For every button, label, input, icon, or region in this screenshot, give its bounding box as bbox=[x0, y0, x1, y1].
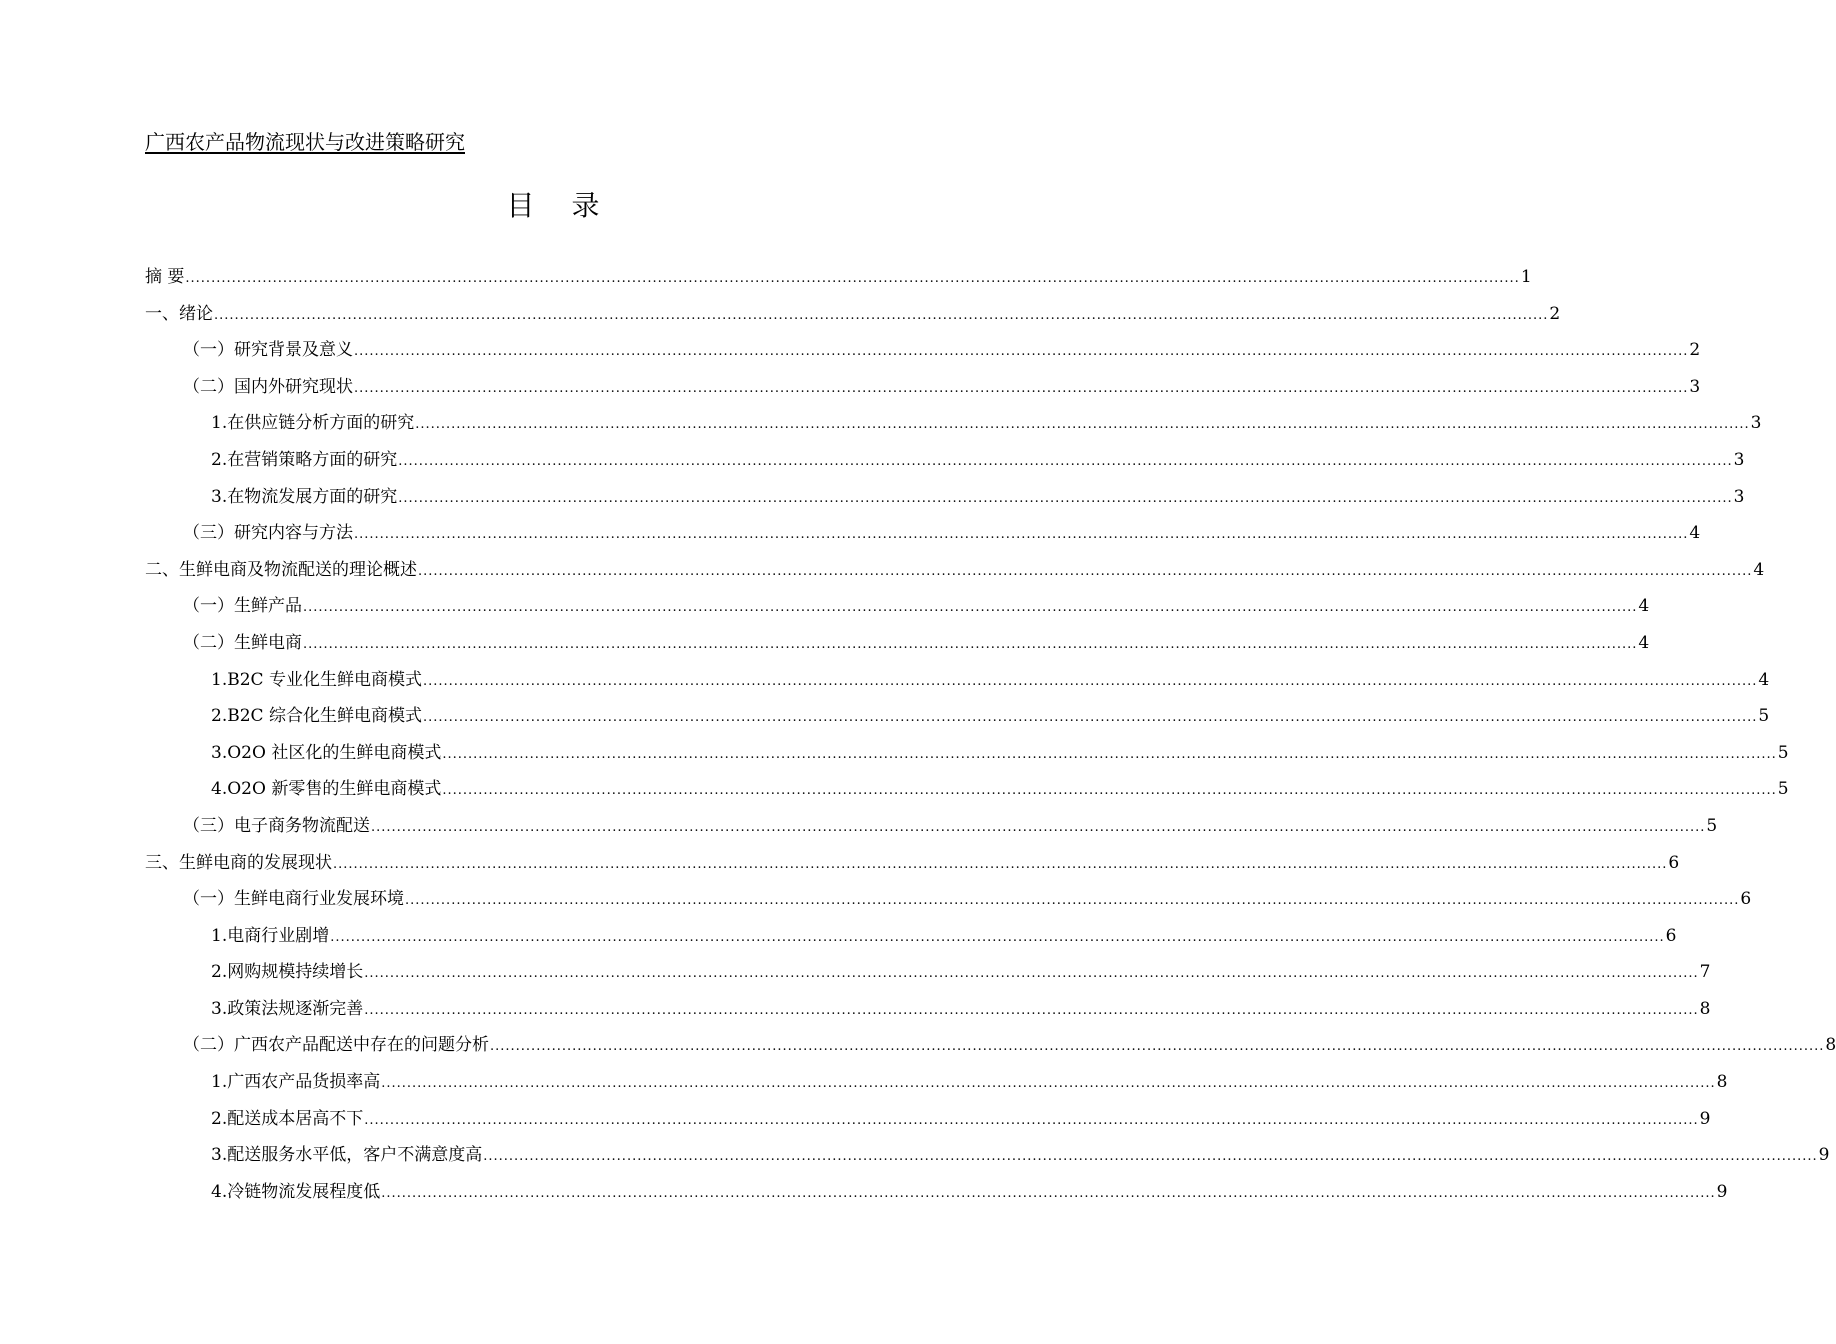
toc-entry[interactable] bbox=[145, 555, 1765, 592]
toc-entry-page-number: 1 bbox=[1520, 267, 1532, 287]
toc-entry-page-number: 5 bbox=[1777, 779, 1789, 800]
toc-entry[interactable] bbox=[145, 774, 1789, 811]
toc-entry-label: （二）国内外研究现状 bbox=[183, 376, 353, 397]
toc-entry-label: 2.在营销策略方面的研究 bbox=[211, 449, 398, 470]
toc-entry-page-number: 4 bbox=[1638, 596, 1650, 617]
toc-entry-page-number: 5 bbox=[1758, 706, 1770, 727]
toc-entry-label: 2.B2C 综合化生鲜电商模式 bbox=[211, 706, 422, 727]
toc-entry-label: （一）研究背景及意义 bbox=[183, 340, 353, 361]
toc-dot-leader: .................................................................................................................................................................................................................................................................... bbox=[354, 527, 1689, 543]
toc-entry-page-number: 6 bbox=[1668, 852, 1680, 873]
toc-dot-leader: .................................................................................................................................................................................................................................................................... bbox=[303, 636, 1638, 652]
toc-entry-page-number: 3 bbox=[1750, 413, 1762, 434]
toc-dot-leader: .................................................................................................................................................................................................................................................................... bbox=[330, 929, 1665, 945]
toc-dot-leader: .................................................................................................................................................................................................................................................................... bbox=[371, 819, 1706, 835]
toc-entry[interactable] bbox=[145, 884, 1752, 921]
toc-entry-label: 一、绪论 bbox=[145, 303, 213, 324]
toc-entry[interactable] bbox=[145, 591, 1650, 628]
toc-entry-page-number: 9 bbox=[1716, 1181, 1728, 1202]
toc-entry[interactable] bbox=[145, 262, 1532, 299]
toc-entry[interactable] bbox=[145, 1067, 1728, 1104]
document-title: 广西农产品物流现状与改进策略研究 bbox=[145, 130, 465, 154]
toc-entry-label: （一）生鲜电商行业发展环境 bbox=[183, 889, 404, 910]
toc-entry-page-number: 3 bbox=[1689, 376, 1701, 397]
toc-entry-label: 4.O2O 新零售的生鲜电商模式 bbox=[211, 779, 442, 800]
toc-entry-page-number: 3 bbox=[1733, 449, 1745, 470]
toc-entry-page-number: 7 bbox=[1699, 962, 1711, 983]
toc-dot-leader: .................................................................................................................................................................................................................................................................... bbox=[354, 344, 1689, 360]
toc-entry-label: 3.在物流发展方面的研究 bbox=[211, 486, 398, 507]
toc-entry-page-number: 2 bbox=[1689, 340, 1701, 361]
toc-entry[interactable] bbox=[145, 701, 1770, 738]
toc-dot-leader: .................................................................................................................................................................................................................................................................... bbox=[422, 710, 1758, 726]
toc-entry-label: 2.网购规模持续增长 bbox=[211, 962, 364, 983]
toc-entry-page-number: 4 bbox=[1758, 669, 1770, 690]
toc-dot-leader: .................................................................................................................................................................................................................................................................... bbox=[381, 1185, 1716, 1201]
toc-entry-page-number: 4 bbox=[1689, 523, 1701, 544]
toc-entry-label: （三）研究内容与方法 bbox=[183, 523, 353, 544]
toc-entry-page-number: 6 bbox=[1740, 889, 1752, 910]
toc-entry-label: 3.政策法规逐渐完善 bbox=[211, 998, 364, 1019]
toc-entry[interactable] bbox=[145, 957, 1711, 994]
toc-dot-leader: .................................................................................................................................................................................................................................................................... bbox=[422, 673, 1758, 689]
toc-entry-label: （二）广西农产品配送中存在的问题分析 bbox=[183, 1035, 489, 1056]
toc-entry[interactable] bbox=[145, 665, 1770, 702]
toc-entry[interactable] bbox=[145, 445, 1745, 482]
toc-entry-page-number: 4 bbox=[1753, 559, 1765, 580]
toc-dot-leader: .................................................................................................................................................................................................................................................................... bbox=[442, 746, 1777, 762]
toc-entry-page-number: 9 bbox=[1818, 1145, 1830, 1166]
toc-entry-label: （二）生鲜电商 bbox=[183, 632, 302, 653]
toc-entry-label: 1.在供应链分析方面的研究 bbox=[211, 413, 415, 434]
toc-entry-label: 摘 要 bbox=[145, 267, 185, 287]
toc-entry-label: 1.广西农产品货损率高 bbox=[211, 1072, 381, 1093]
toc-dot-leader: .................................................................................................................................................................................................................................................................... bbox=[185, 271, 1520, 286]
toc-entry-page-number: 8 bbox=[1825, 1035, 1836, 1056]
toc-dot-leader: .................................................................................................................................................................................................................................................................... bbox=[415, 417, 1750, 433]
toc-entry-page-number: 5 bbox=[1706, 815, 1718, 836]
toc-dot-leader: .................................................................................................................................................................................................................................................................... bbox=[418, 563, 1753, 579]
toc-dot-leader: .................................................................................................................................................................................................................................................................... bbox=[364, 1002, 1699, 1018]
toc-dot-leader: .................................................................................................................................................................................................................................................................... bbox=[303, 600, 1638, 616]
toc-entry-page-number: 8 bbox=[1699, 998, 1711, 1019]
toc-entry-page-number: 5 bbox=[1777, 742, 1789, 763]
toc-entry-label: 3.配送服务水平低，客户不满意度高 bbox=[211, 1145, 483, 1166]
toc-dot-leader: .................................................................................................................................................................................................................................................................... bbox=[398, 453, 1733, 469]
toc-entry[interactable] bbox=[145, 811, 1718, 848]
toc-entry-label: 三、生鲜电商的发展现状 bbox=[145, 852, 332, 873]
table-of-contents bbox=[145, 262, 1836, 1213]
toc-entry[interactable] bbox=[145, 848, 1680, 885]
toc-dot-leader: .................................................................................................................................................................................................................................................................... bbox=[364, 966, 1699, 982]
toc-dot-leader: .................................................................................................................................................................................................................................................................... bbox=[214, 307, 1549, 323]
toc-entry[interactable] bbox=[145, 482, 1745, 519]
toc-entry-label: （三）电子商务物流配送 bbox=[183, 815, 370, 836]
toc-entry[interactable] bbox=[145, 408, 1762, 445]
toc-entry-page-number: 3 bbox=[1733, 486, 1745, 507]
toc-entry[interactable] bbox=[145, 299, 1561, 336]
toc-entry-label: 1.电商行业剧增 bbox=[211, 925, 330, 946]
toc-dot-leader: .................................................................................................................................................................................................................................................................... bbox=[398, 490, 1733, 506]
toc-entry-label: 2.配送成本居高不下 bbox=[211, 1108, 364, 1129]
toc-dot-leader: .................................................................................................................................................................................................................................................................... bbox=[381, 1076, 1716, 1092]
toc-entry[interactable] bbox=[145, 921, 1677, 958]
toc-entry-label: 1.B2C 专业化生鲜电商模式 bbox=[211, 669, 422, 690]
toc-entry-page-number: 4 bbox=[1638, 632, 1650, 653]
toc-dot-leader: .................................................................................................................................................................................................................................................................... bbox=[405, 893, 1740, 909]
toc-dot-leader: .................................................................................................................................................................................................................................................................... bbox=[442, 783, 1777, 799]
toc-dot-leader: .................................................................................................................................................................................................................................................................... bbox=[354, 380, 1689, 396]
toc-entry-page-number: 6 bbox=[1665, 925, 1677, 946]
toc-entry[interactable] bbox=[145, 1140, 1830, 1177]
toc-dot-leader: .................................................................................................................................................................................................................................................................... bbox=[364, 1112, 1699, 1128]
toc-entry[interactable] bbox=[145, 628, 1650, 665]
toc-entry-page-number: 8 bbox=[1716, 1072, 1728, 1093]
toc-entry-page-number: 2 bbox=[1549, 303, 1561, 324]
toc-entry[interactable] bbox=[145, 1177, 1728, 1214]
toc-entry[interactable] bbox=[145, 1030, 1836, 1067]
toc-entry[interactable] bbox=[145, 738, 1789, 775]
toc-dot-leader: .................................................................................................................................................................................................................................................................... bbox=[490, 1039, 1825, 1055]
toc-entry[interactable] bbox=[145, 1104, 1711, 1141]
toc-entry-label: 4.冷链物流发展程度低 bbox=[211, 1181, 381, 1202]
toc-entry-page-number: 9 bbox=[1699, 1108, 1711, 1129]
toc-entry[interactable] bbox=[145, 335, 1701, 372]
toc-entry[interactable] bbox=[145, 372, 1701, 409]
toc-entry-label: （一）生鲜产品 bbox=[183, 596, 302, 617]
toc-heading: 目 录 bbox=[506, 189, 614, 222]
toc-dot-leader: .................................................................................................................................................................................................................................................................... bbox=[483, 1149, 1818, 1165]
toc-entry-label: 3.O2O 社区化的生鲜电商模式 bbox=[211, 742, 442, 763]
toc-entry[interactable] bbox=[145, 518, 1701, 555]
toc-entry-label: 二、生鲜电商及物流配送的理论概述 bbox=[145, 559, 417, 580]
toc-dot-leader: .................................................................................................................................................................................................................................................................... bbox=[333, 856, 1668, 872]
toc-entry[interactable] bbox=[145, 994, 1711, 1031]
